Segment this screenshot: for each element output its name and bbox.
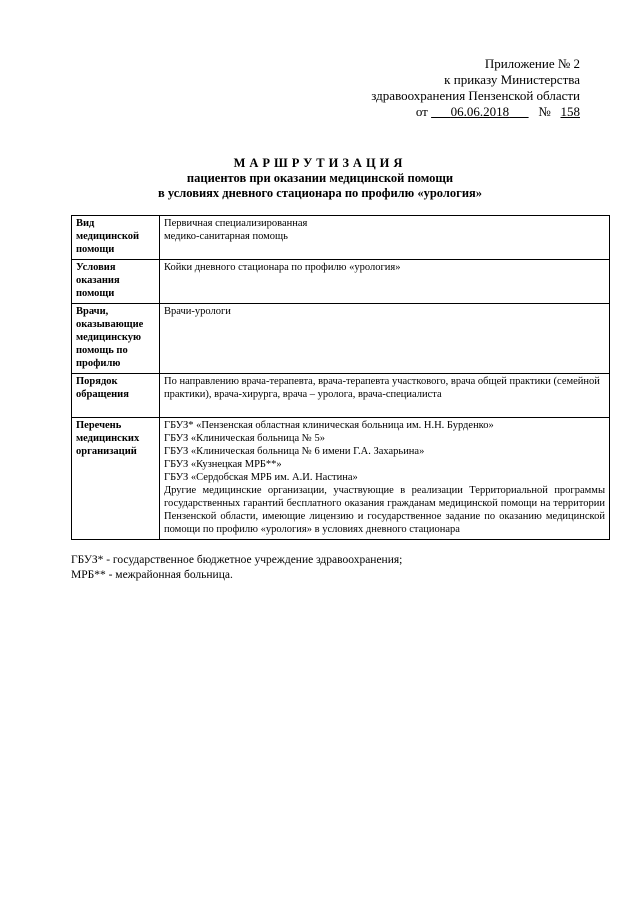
appendix-date-line xyxy=(280,104,580,120)
title-subline: пациентов при оказании медицинской помощи xyxy=(186,171,454,185)
organization-item: ГБУЗ «Сердобская МРБ им. А.И. Настина» xyxy=(164,472,358,483)
organization-item: ГБУЗ «Клиническая больница № 5» xyxy=(164,433,325,444)
row-label: Врачи, оказывающие медицинскую помощь по профилю xyxy=(72,304,160,374)
organization-item: ГБУЗ «Кузнецкая МРБ**» xyxy=(164,459,282,470)
row-label: Порядок обращения xyxy=(72,374,160,418)
row-content: По направлению врача-терапевта, врача-терапевта участкового, врача общей практики (семейной практики), врача-хирурга, врача – уролога, врача-специалиста xyxy=(160,374,610,418)
routing-table xyxy=(71,215,610,540)
footnote: МРБ** - межрайонная больница. xyxy=(71,569,233,581)
appendix-line: здравоохранения Пензенской области xyxy=(371,88,580,103)
row-label: Вид медицинской помощи xyxy=(72,216,160,260)
order-date: 06.06.2018 xyxy=(450,104,510,119)
table-row xyxy=(72,260,610,304)
footnotes xyxy=(71,553,402,583)
table-row xyxy=(72,374,610,418)
row-label: Перечень медицинских организаций xyxy=(72,418,160,540)
appendix-line: к приказу Министерства xyxy=(444,72,580,87)
table-row xyxy=(72,304,610,374)
footnote: ГБУЗ* - государственное бюджетное учреждение здравоохранения; xyxy=(71,554,403,566)
organization-item: ГБУЗ «Клиническая больница № 6 имени Г.А. Захарьина» xyxy=(164,446,425,457)
table-row xyxy=(72,418,610,540)
row-content xyxy=(160,418,610,540)
title-subline: в условиях дневного стационара по профилю «урология» xyxy=(157,186,483,200)
number-prefix: № xyxy=(538,104,551,119)
title-heading: МАРШРУТИЗАЦИЯ xyxy=(233,156,407,170)
other-organizations: Другие медицинские организации, участвующие в реализации Территориальной программы государственных гарантий бесплатного оказания гражданам медицинской помощи на территории Пензенской области, имеющие лицензию и государственное задание по оказанию медицинской помощи по профилю «урология» в условиях дневного стационара xyxy=(164,485,605,535)
date-prefix: от xyxy=(415,104,428,119)
organization-item: ГБУЗ* «Пензенская областная клиническая больница им. Н.Н. Бурденко» xyxy=(164,420,494,431)
order-number: 158 xyxy=(560,104,580,119)
row-content: Врачи-урологи xyxy=(160,304,610,374)
row-content: Первичная специализированная медико-санитарная помощь xyxy=(160,216,610,260)
table-row xyxy=(72,216,610,260)
appendix-line: Приложение № 2 xyxy=(484,56,580,71)
document-title xyxy=(0,156,640,201)
row-content: Койки дневного стационара по профилю «урология» xyxy=(160,260,610,304)
row-label: Условия оказания помощи xyxy=(72,260,160,304)
appendix-block xyxy=(280,56,580,120)
